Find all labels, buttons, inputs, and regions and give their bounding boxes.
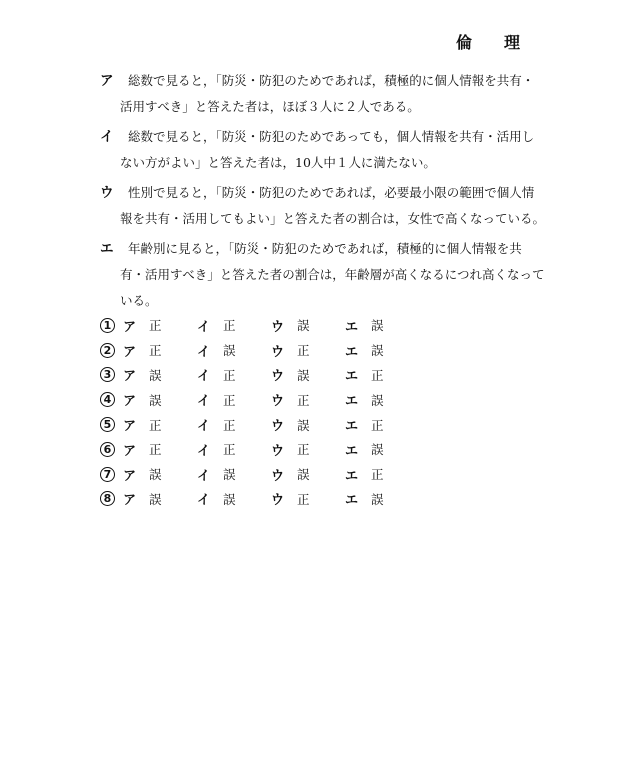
choice-number-badge: 6: [100, 442, 115, 457]
choice-number-badge: 5: [100, 417, 115, 432]
choice-pair: [271, 489, 345, 508]
statement-text: [120, 236, 545, 314]
choice-pair: [123, 415, 197, 434]
choice-statement-label: エ: [345, 344, 359, 360]
choice-pair: [345, 365, 419, 384]
choice-pair: [123, 316, 197, 335]
statement-text: [120, 180, 546, 232]
choice-statement-label: イ: [197, 394, 211, 410]
choice-statement-label: ア: [123, 344, 137, 360]
choice-pair: [271, 365, 345, 384]
statement-line: ない方がよい」と答えた者は，10人中１人に満たない。: [120, 155, 436, 170]
statement-u: [100, 180, 546, 232]
choice-judgment: 正: [149, 343, 162, 359]
choice-pair: [345, 465, 419, 484]
subject-title: 倫 理: [455, 33, 528, 52]
statement-label: エ: [100, 241, 114, 257]
choice-judgment: 誤: [149, 491, 162, 507]
choice-statement-label: ウ: [271, 468, 285, 484]
statement-text: [120, 68, 535, 120]
choice-pair: [197, 341, 271, 360]
choice-judgment: 誤: [223, 343, 236, 359]
statement-label: ア: [100, 73, 114, 89]
statement-i: [100, 124, 540, 176]
answer-choice-8[interactable]: [100, 487, 419, 512]
choice-judgment: 正: [297, 392, 310, 408]
choice-judgment: 誤: [371, 392, 384, 408]
statement-line: 活用すべき」と答えた者は，ほぼ３人に２人である。: [120, 99, 420, 114]
statement-label: イ: [100, 129, 114, 145]
choice-statement-label: ウ: [271, 319, 285, 335]
choice-pair: [123, 341, 197, 360]
choice-pair: [271, 390, 345, 409]
choice-pair: [197, 365, 271, 384]
choice-statement-label: ウ: [271, 369, 285, 385]
choice-statement-label: イ: [197, 344, 211, 360]
choice-judgment: 正: [371, 367, 384, 383]
choice-statement-label: ア: [123, 493, 137, 509]
choice-judgment: 正: [223, 392, 236, 408]
choice-judgment: 誤: [297, 417, 310, 433]
choice-judgment: 誤: [371, 442, 384, 458]
choice-pair: [345, 489, 419, 508]
choice-judgment: 誤: [371, 343, 384, 359]
choice-judgment: 正: [223, 417, 236, 433]
choice-judgment: 正: [149, 442, 162, 458]
choice-number-badge: 1: [100, 318, 115, 333]
choice-pair: [197, 465, 271, 484]
choice-judgment: 正: [223, 318, 236, 334]
statement-line: 性別で見ると，「防災・防犯のためであれば，必要最小限の範囲で個人情: [128, 185, 535, 200]
choice-number-badge: 7: [100, 467, 115, 482]
choice-pair: [345, 390, 419, 409]
choice-judgment: 正: [371, 467, 384, 483]
statement-list: [100, 68, 546, 318]
choice-statement-label: ウ: [271, 419, 285, 435]
statement-line: 年齢別に見ると，「防災・防犯のためであれば，積極的に個人情報を共: [128, 241, 522, 256]
choice-judgment: 正: [297, 491, 310, 507]
choice-statement-label: イ: [197, 468, 211, 484]
statement-line: 報を共有・活用してもよい」と答えた者の割合は，女性で高くなっている。: [120, 211, 546, 226]
choice-pair: [123, 365, 197, 384]
choice-statement-label: イ: [197, 419, 211, 435]
choice-statement-label: エ: [345, 419, 359, 435]
choice-statement-label: ア: [123, 319, 137, 335]
choice-pair: [123, 440, 197, 459]
answer-choice-2[interactable]: [100, 338, 419, 363]
choice-judgment: 正: [371, 417, 384, 433]
choice-judgment: 誤: [371, 318, 384, 334]
choice-judgment: 正: [297, 442, 310, 458]
choice-statement-label: エ: [345, 443, 359, 459]
choice-statement-label: ア: [123, 369, 137, 385]
choice-statement-label: イ: [197, 369, 211, 385]
statement-e: [100, 236, 545, 314]
choice-pair: [197, 316, 271, 335]
choice-judgment: 誤: [297, 467, 310, 483]
choice-statement-label: イ: [197, 443, 211, 459]
choice-statement-label: ア: [123, 443, 137, 459]
choice-judgment: 正: [223, 442, 236, 458]
answer-choice-5[interactable]: [100, 412, 419, 437]
statement-text: [120, 124, 535, 176]
choice-statement-label: エ: [345, 369, 359, 385]
choice-judgment: 誤: [149, 392, 162, 408]
choice-statement-label: ウ: [271, 493, 285, 509]
statement-line: 総数で見ると，「防災・防犯のためであれば，積極的に個人情報を共有・: [128, 73, 535, 88]
answer-choice-4[interactable]: [100, 387, 419, 412]
choice-pair: [123, 390, 197, 409]
statement-line: いる。: [120, 293, 158, 308]
choice-judgment: 誤: [149, 367, 162, 383]
choice-statement-label: ウ: [271, 443, 285, 459]
answer-choice-1[interactable]: [100, 313, 419, 338]
choice-pair: [197, 489, 271, 508]
choice-judgment: 正: [149, 318, 162, 334]
choice-statement-label: ア: [123, 468, 137, 484]
choice-pair: [271, 316, 345, 335]
answer-choice-3[interactable]: [100, 363, 419, 388]
choice-pair: [271, 440, 345, 459]
answer-choice-7[interactable]: [100, 462, 419, 487]
choice-statement-label: エ: [345, 468, 359, 484]
choice-judgment: 正: [223, 367, 236, 383]
choice-judgment: 誤: [223, 467, 236, 483]
choice-pair: [197, 390, 271, 409]
choice-judgment: 正: [297, 343, 310, 359]
choice-pair: [345, 341, 419, 360]
choice-judgment: 誤: [149, 467, 162, 483]
choice-pair: [197, 415, 271, 434]
statement-line: 総数で見ると，「防災・防犯のためであっても，個人情報を共有・活用し: [128, 129, 535, 144]
choice-pair: [123, 489, 197, 508]
choice-statement-label: ウ: [271, 394, 285, 410]
choice-number-badge: 3: [100, 367, 115, 382]
choice-judgment: 誤: [223, 491, 236, 507]
choice-statement-label: ウ: [271, 344, 285, 360]
choice-statement-label: エ: [345, 394, 359, 410]
choice-pair: [345, 440, 419, 459]
choice-judgment: 誤: [297, 367, 310, 383]
choice-judgment: 正: [149, 417, 162, 433]
choice-pair: [345, 415, 419, 434]
choice-statement-label: イ: [197, 493, 211, 509]
choice-statement-label: エ: [345, 319, 359, 335]
choice-number-badge: 4: [100, 392, 115, 407]
choice-pair: [271, 415, 345, 434]
choice-statement-label: ア: [123, 394, 137, 410]
answer-choices: [100, 313, 419, 511]
choice-pair: [345, 316, 419, 335]
choice-statement-label: エ: [345, 493, 359, 509]
choice-pair: [271, 465, 345, 484]
choice-statement-label: ア: [123, 419, 137, 435]
choice-statement-label: イ: [197, 319, 211, 335]
statement-a: [100, 68, 540, 120]
choice-judgment: 誤: [371, 491, 384, 507]
choice-pair: [123, 465, 197, 484]
choice-judgment: 誤: [297, 318, 310, 334]
choice-number-badge: 8: [100, 491, 115, 506]
choice-number-badge: 2: [100, 343, 115, 358]
statement-line: 有・活用すべき」と答えた者の割合は，年齢層が高くなるにつれ高くなって: [120, 267, 545, 282]
statement-label: ウ: [100, 185, 114, 201]
choice-pair: [271, 341, 345, 360]
choice-pair: [197, 440, 271, 459]
answer-choice-6[interactable]: [100, 437, 419, 462]
